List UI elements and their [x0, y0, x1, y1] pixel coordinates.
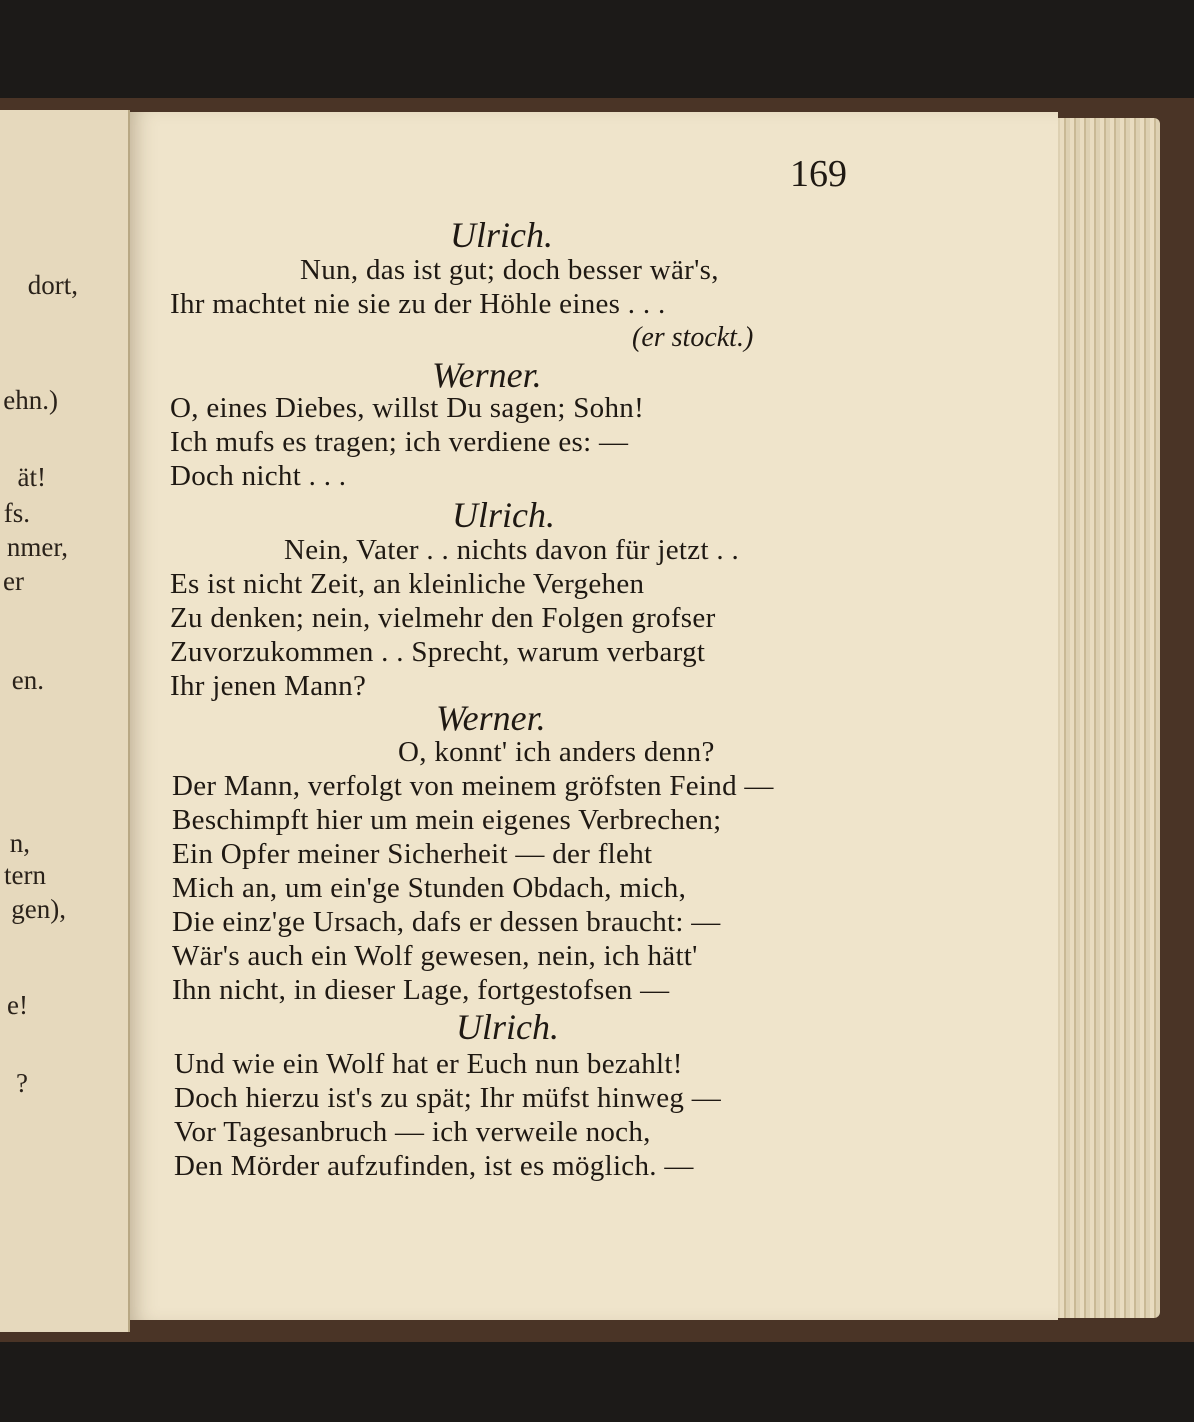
page-edges — [1050, 118, 1160, 1318]
verse-line: Doch nicht . . . — [170, 460, 347, 492]
verse-line: O, konnt' ich anders denn? — [398, 736, 715, 768]
left-fragment: er — [3, 566, 24, 596]
verse-line: Der Mann, verfolgt von meinem gröfsten Feind — — [172, 770, 774, 802]
speaker-name: Ulrich. — [456, 1007, 559, 1047]
left-fragment: ? — [16, 1068, 28, 1098]
verse-line: Ihn nicht, in dieser Lage, fortgestofsen — — [172, 974, 670, 1006]
left-fragment: en. — [11, 665, 44, 695]
verse-line: Die einz'ge Ursach, dafs er dessen braucht: — — [172, 906, 721, 938]
page-number: 169 — [790, 153, 847, 195]
left-page — [0, 110, 130, 1332]
verse-line: Doch hierzu ist's zu spät; Ihr müfst hinweg — — [174, 1082, 722, 1114]
stage-direction: (er stockt.) — [632, 322, 754, 353]
left-fragment: n, — [9, 828, 30, 858]
left-fragment: dort, — [27, 270, 78, 300]
speaker-name: Werner. — [432, 355, 542, 395]
verse-line: Beschimpft hier um mein eigenes Verbrechen; — [172, 804, 722, 836]
verse-line: Es ist nicht Zeit, an kleinliche Vergehen — [170, 568, 645, 600]
verse-line: Mich an, um ein'ge Stunden Obdach, mich, — [172, 872, 687, 904]
verse-line: Nun, das ist gut; doch besser wär's, — [300, 254, 719, 286]
verse-line: Zuvorzukommen . . Sprecht, warum verbargt — [170, 636, 706, 668]
left-fragment: tern — [4, 860, 46, 890]
verse-line: Ein Opfer meiner Sicherheit — der fleht — [172, 838, 653, 870]
left-fragment: nmer, — [6, 532, 68, 562]
left-fragment: e! — [7, 990, 28, 1020]
left-fragment: ät! — [17, 462, 46, 492]
left-fragment: ehn.) — [3, 385, 58, 415]
verse-line: Ihr machtet nie sie zu der Höhle eines . . . — [170, 288, 666, 320]
left-fragment: fs. — [3, 498, 30, 528]
verse-line: Vor Tagesanbruch — ich verweile noch, — [174, 1116, 651, 1148]
verse-line: Und wie ein Wolf hat er Euch nun bezahlt! — [174, 1048, 683, 1080]
verse-line: Ihr jenen Mann? — [170, 670, 367, 702]
verse-line: Wär's auch ein Wolf gewesen, nein, ich hätt' — [172, 940, 698, 972]
verse-line: O, eines Diebes, willst Du sagen; Sohn! — [170, 392, 645, 424]
left-fragment: gen), — [11, 894, 66, 924]
verse-line: Zu denken; nein, vielmehr den Folgen grofser — [170, 602, 716, 634]
verse-line: Den Mörder aufzufinden, ist es möglich. — — [174, 1150, 694, 1182]
verse-line: Nein, Vater . . nichts davon für jetzt . . — [284, 534, 740, 566]
speaker-name: Ulrich. — [452, 495, 555, 535]
verse-line: Ich mufs es tragen; ich verdiene es: — — [170, 426, 629, 458]
speaker-name: Ulrich. — [450, 215, 553, 255]
speaker-name: Werner. — [436, 698, 546, 738]
